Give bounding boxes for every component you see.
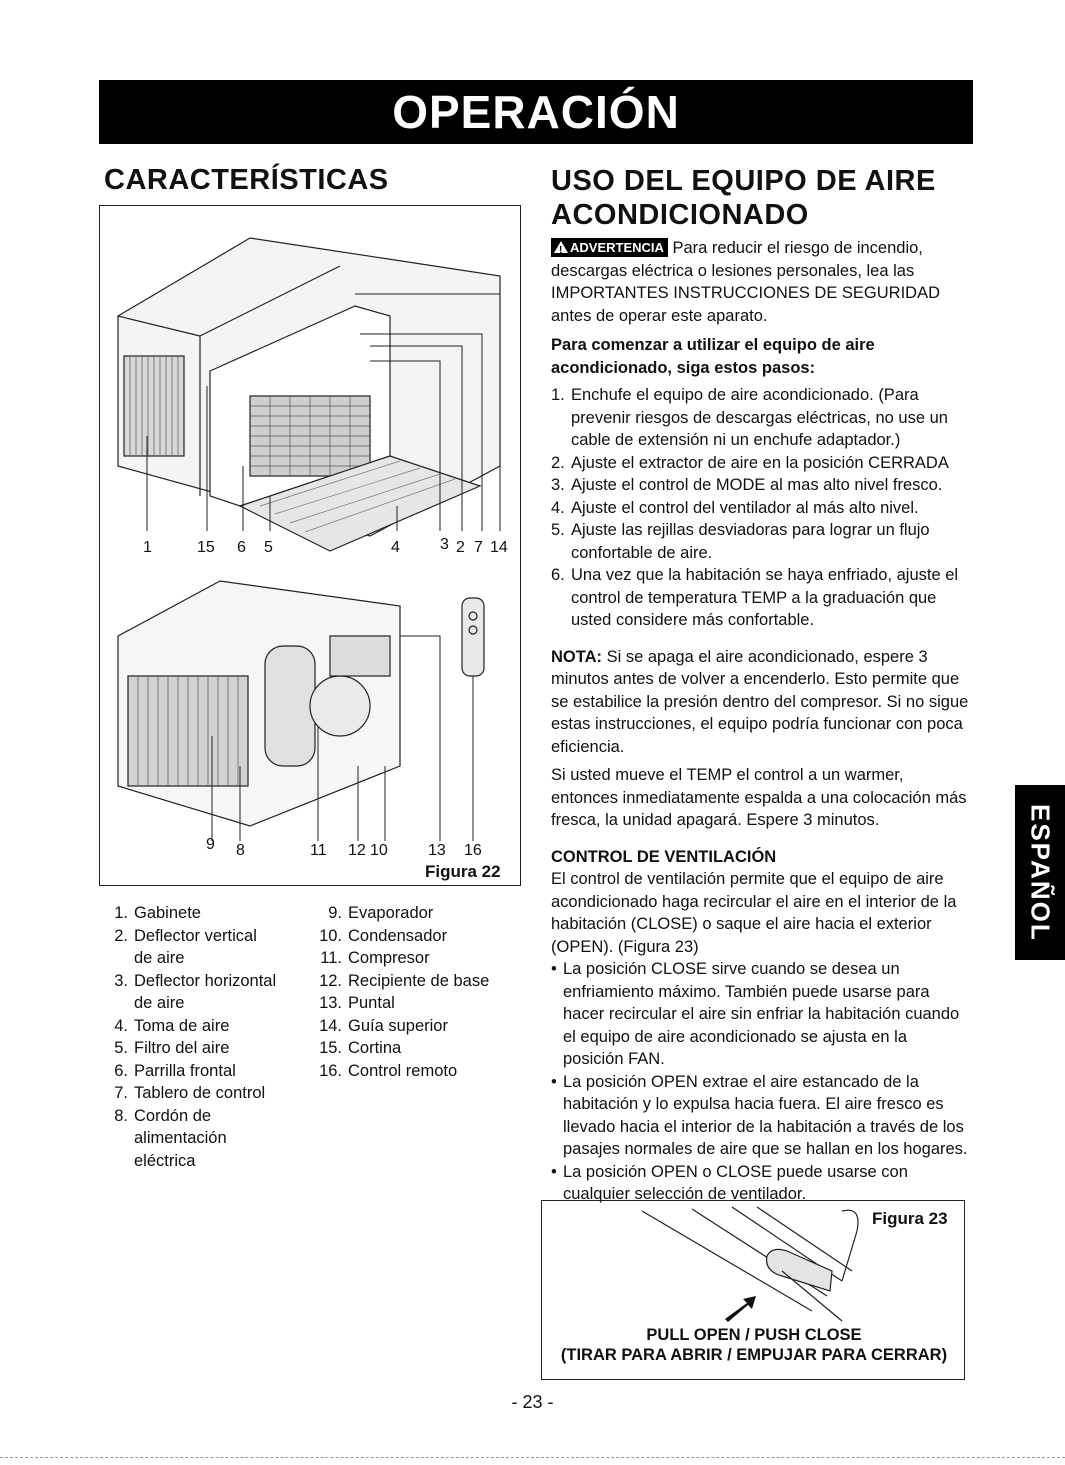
callout-3: 3 <box>440 536 449 553</box>
usage-body <box>551 237 971 1206</box>
vent-intro: El control de ventilación permite que el equipo de aire acondicionado haga recircular el aire en el interior de la habitación (CLOSE) o saque el aire hacia el exterior (OPEN). (Figura 23) <box>551 870 957 956</box>
note-paragraph: NOTA: Si se apaga el aire acondicionado, espere 3 minutos antes de volver a encenderlo. Esto permite que se estabilice la presión dentro del compresor. Si no sigue estas instrucciones, el equipo podría funcionar con poca eficiencia. <box>551 647 969 756</box>
callout-11: 11 <box>310 842 327 859</box>
list-item: 15. Cortina <box>319 1039 402 1057</box>
list-item: 12. Recipiente de base <box>319 971 490 990</box>
fig23-line1: PULL OPEN / PUSH CLOSE <box>646 1326 862 1344</box>
callout-12: 12 <box>348 842 366 859</box>
page-number: - 23 - <box>511 1392 554 1412</box>
page-edge-divider <box>0 1457 1065 1458</box>
callout-4: 4 <box>391 539 400 556</box>
section-banner: OPERACIÓN <box>99 80 973 144</box>
list-item: • La posición OPEN extrae el aire estancado de la habitación y lo expulsa hacia fuera. El aire fresco es llevado hacia el interior de la habitación a través de los pasajes normales de aire que se hallan en los hogares. <box>551 1072 968 1158</box>
callout-1: 1 <box>143 539 152 556</box>
list-item: 14. Guía superior <box>319 1016 448 1035</box>
steps-heading: Para comenzar a utilizar el equipo de aire acondicionado, siga estos pasos: <box>551 336 875 377</box>
list-item: 8. Cordón de alimentación eléctrica <box>114 1106 227 1170</box>
figure-22 <box>99 205 521 886</box>
list-item: 3. Ajuste el control de MODE al mas alto nivel fresco. <box>551 476 943 494</box>
list-item: 5. Filtro del aire <box>114 1039 230 1057</box>
list-item: 7. Tablero de control <box>114 1084 266 1102</box>
list-item: 3. Deflector horizontal de aire <box>114 971 277 1012</box>
list-item: 6. Una vez que la habitación se haya enfriado, ajuste el control de temperatura TEMP a la graduación que usted considere más confortable. <box>551 566 959 629</box>
list-item: 1. Gabinete <box>114 904 201 922</box>
figure-22-caption: Figura 22 <box>425 862 501 881</box>
callout-5: 5 <box>264 539 273 556</box>
features-heading: CARACTERÍSTICAS <box>104 164 389 196</box>
list-item: 2. Ajuste el extractor de aire en la posición CERRADA <box>551 453 949 472</box>
callout-8: 8 <box>236 842 245 859</box>
callout-6: 6 <box>237 539 246 556</box>
callout-15: 15 <box>197 539 215 556</box>
list-item: 4. Toma de aire <box>114 1016 230 1035</box>
warning-icon <box>554 241 568 253</box>
warning-paragraph: !ADVERTENCIA Para reducir el riesgo de incendio, descargas eléctrica o lesiones personales, lea las IMPORTANTES INSTRUCCIONES DE SEGURIDAD antes de operar este aparato. <box>551 237 971 327</box>
list-item: 2. Deflector vertical de aire <box>114 926 257 967</box>
list-item: 5. Ajuste las rejillas desviadoras para lograr un flujo confortable de aire. <box>551 521 930 562</box>
callout-16: 16 <box>464 842 482 859</box>
callout-13: 13 <box>428 842 446 859</box>
callout-14: 14 <box>490 539 508 556</box>
callout-9: 9 <box>206 836 215 853</box>
list-item: 10. Condensador <box>319 926 448 945</box>
parts-list-left <box>104 902 324 1172</box>
list-item: 4. Ajuste el control del ventilador al más alto nivel. <box>551 498 919 517</box>
list-item: 9. Evaporador <box>328 904 434 922</box>
list-item: 1. Enchufe el equipo de aire acondicionado. (Para prevenir riesgos de descargas eléctricas, no use un cable de extensión ni un enchufe adaptador.) <box>551 386 948 449</box>
figure-23-caption: Figura 23 <box>872 1209 948 1228</box>
list-item: 13. Puntal <box>319 994 395 1012</box>
warning-badge: !ADVERTENCIA <box>551 238 668 257</box>
callout-10: 10 <box>370 842 388 859</box>
language-tab: ESPAÑOL <box>1015 785 1065 960</box>
list-item: • La posición CLOSE sirve cuando se desea un enfriamiento máximo. También puede usarse para hacer recircular el aire sin enfriar la habitación cuando el equipo de aire acondicionado se ajusta en la posición FAN. <box>551 960 960 1068</box>
list-item: 11. Compresor <box>320 949 430 967</box>
list-item: 6. Parrilla frontal <box>114 1061 236 1080</box>
temp-note: Si usted mueve el TEMP el control a un warmer, entonces inmediatamente espalda a una colocación más fresca, la unidad apagará. Espere 3 minutos. <box>551 766 967 829</box>
callout-2: 2 <box>456 539 465 556</box>
usage-heading: USO DEL EQUIPO DE AIRE ACONDICIONADO <box>551 165 936 231</box>
steps-list <box>551 384 971 632</box>
double-arrow-icon <box>725 1296 756 1322</box>
parts-list-right <box>312 902 538 1082</box>
callout-7: 7 <box>474 539 483 556</box>
vent-heading: CONTROL DE VENTILACIÓN <box>551 847 777 866</box>
list-item: 16. Control remoto <box>319 1061 458 1080</box>
list-item: • La posición OPEN o CLOSE puede usarse con cualquier selección de ventilador. <box>551 1162 908 1203</box>
figure-23 <box>541 1200 965 1380</box>
fig23-line2: (TIRAR PARA ABRIR / EMPUJAR PARA CERRAR) <box>560 1346 948 1364</box>
